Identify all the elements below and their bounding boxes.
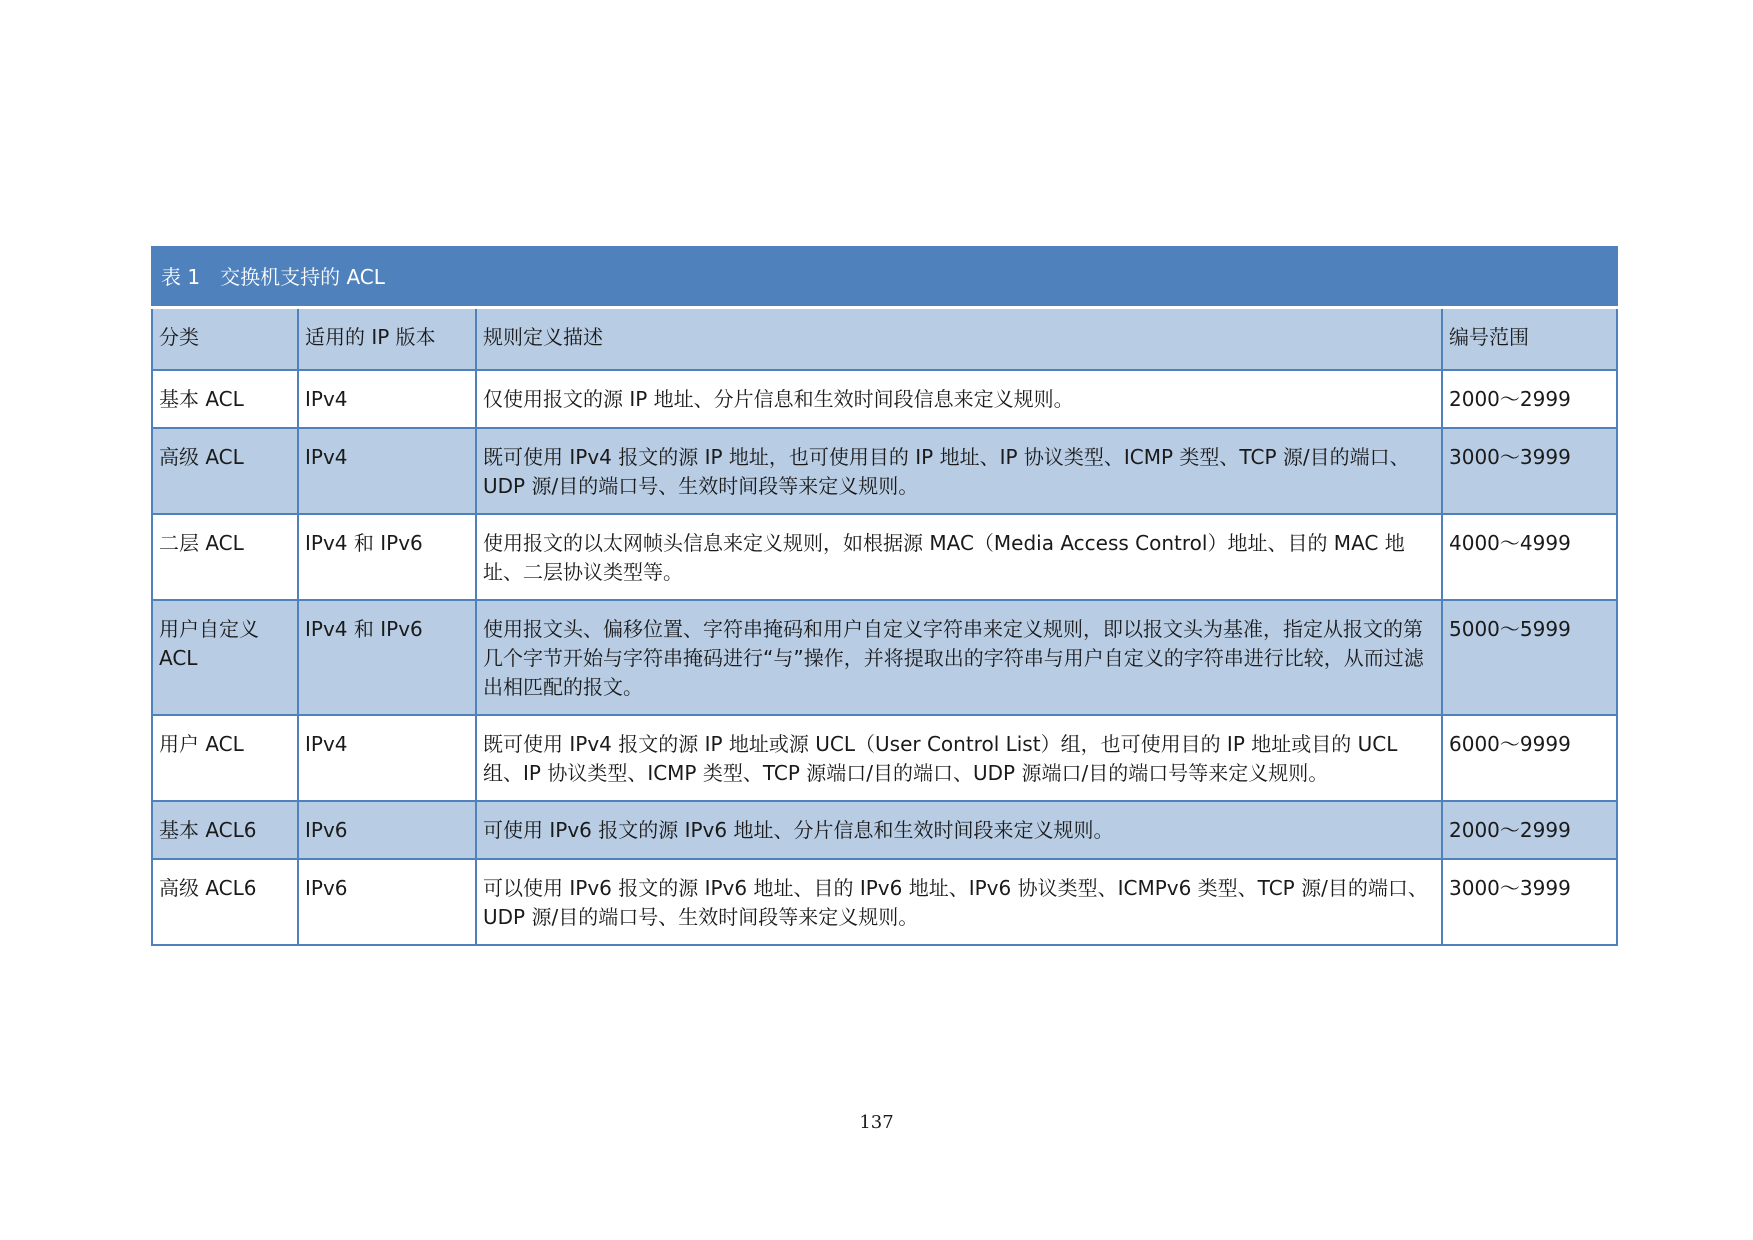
- cell-category: 高级 ACL6: [152, 859, 298, 945]
- cell-ip-version: IPv4: [298, 715, 476, 801]
- cell-ip-version: IPv4: [298, 370, 476, 428]
- cell-range: 5000～5999: [1442, 600, 1617, 715]
- cell-range: 3000～3999: [1442, 428, 1617, 514]
- table-row: [152, 514, 1617, 600]
- cell-description: 既可使用 IPv4 报文的源 IP 地址，也可使用目的 IP 地址、IP 协议类型、ICMP 类型、TCP 源/目的端口、UDP 源/目的端口号、生效时间段等来定义规则。: [476, 428, 1442, 514]
- page-number: 137: [859, 1112, 894, 1133]
- cell-category: 基本 ACL: [152, 370, 298, 428]
- table-header-row: [152, 308, 1617, 371]
- cell-ip-version: IPv6: [298, 859, 476, 945]
- table-row: [152, 600, 1617, 715]
- cell-category: 二层 ACL: [152, 514, 298, 600]
- cell-category: 高级 ACL: [152, 428, 298, 514]
- table-row: [152, 715, 1617, 801]
- cell-range: 3000～3999: [1442, 859, 1617, 945]
- cell-description: 使用报文的以太网帧头信息来定义规则，如根据源 MAC（Media Access Control）地址、目的 MAC 地址、二层协议类型等。: [476, 514, 1442, 600]
- table-row: [152, 801, 1617, 859]
- cell-category: 基本 ACL6: [152, 801, 298, 859]
- table-row: [152, 859, 1617, 945]
- cell-range: 2000～2999: [1442, 801, 1617, 859]
- cell-range: 6000～9999: [1442, 715, 1617, 801]
- table-caption-row: [152, 247, 1617, 308]
- cell-ip-version: IPv4 和 IPv6: [298, 514, 476, 600]
- cell-range: 2000～2999: [1442, 370, 1617, 428]
- acl-table-container: [151, 246, 1616, 946]
- cell-ip-version: IPv6: [298, 801, 476, 859]
- table-caption: 表 1 交换机支持的 ACL: [152, 247, 1617, 308]
- cell-description: 仅使用报文的源 IP 地址、分片信息和生效时间段信息来定义规则。: [476, 370, 1442, 428]
- header-range: 编号范围: [1442, 308, 1617, 371]
- table-row: [152, 370, 1617, 428]
- header-category: 分类: [152, 308, 298, 371]
- cell-category: 用户自定义 ACL: [152, 600, 298, 715]
- cell-range: 4000～4999: [1442, 514, 1617, 600]
- table-row: [152, 428, 1617, 514]
- cell-ip-version: IPv4: [298, 428, 476, 514]
- cell-description: 可以使用 IPv6 报文的源 IPv6 地址、目的 IPv6 地址、IPv6 协议类型、ICMPv6 类型、TCP 源/目的端口、UDP 源/目的端口号、生效时间段等来定义规则。: [476, 859, 1442, 945]
- cell-description: 可使用 IPv6 报文的源 IPv6 地址、分片信息和生效时间段来定义规则。: [476, 801, 1442, 859]
- header-ip-version: 适用的 IP 版本: [298, 308, 476, 371]
- header-description: 规则定义描述: [476, 308, 1442, 371]
- cell-description: 既可使用 IPv4 报文的源 IP 地址或源 UCL（User Control List）组，也可使用目的 IP 地址或目的 UCL 组、IP 协议类型、ICMP 类型、TCP 源端口/目的端口、UDP 源端口/目的端口号等来定义规则。: [476, 715, 1442, 801]
- cell-category: 用户 ACL: [152, 715, 298, 801]
- cell-description: 使用报文头、偏移位置、字符串掩码和用户自定义字符串来定义规则，即以报文头为基准，指定从报文的第几个字节开始与字符串掩码进行“与”操作，并将提取出的字符串与用户自定义的字符串进行比较，从而过滤出相匹配的报文。: [476, 600, 1442, 715]
- acl-table: [151, 246, 1618, 946]
- cell-ip-version: IPv4 和 IPv6: [298, 600, 476, 715]
